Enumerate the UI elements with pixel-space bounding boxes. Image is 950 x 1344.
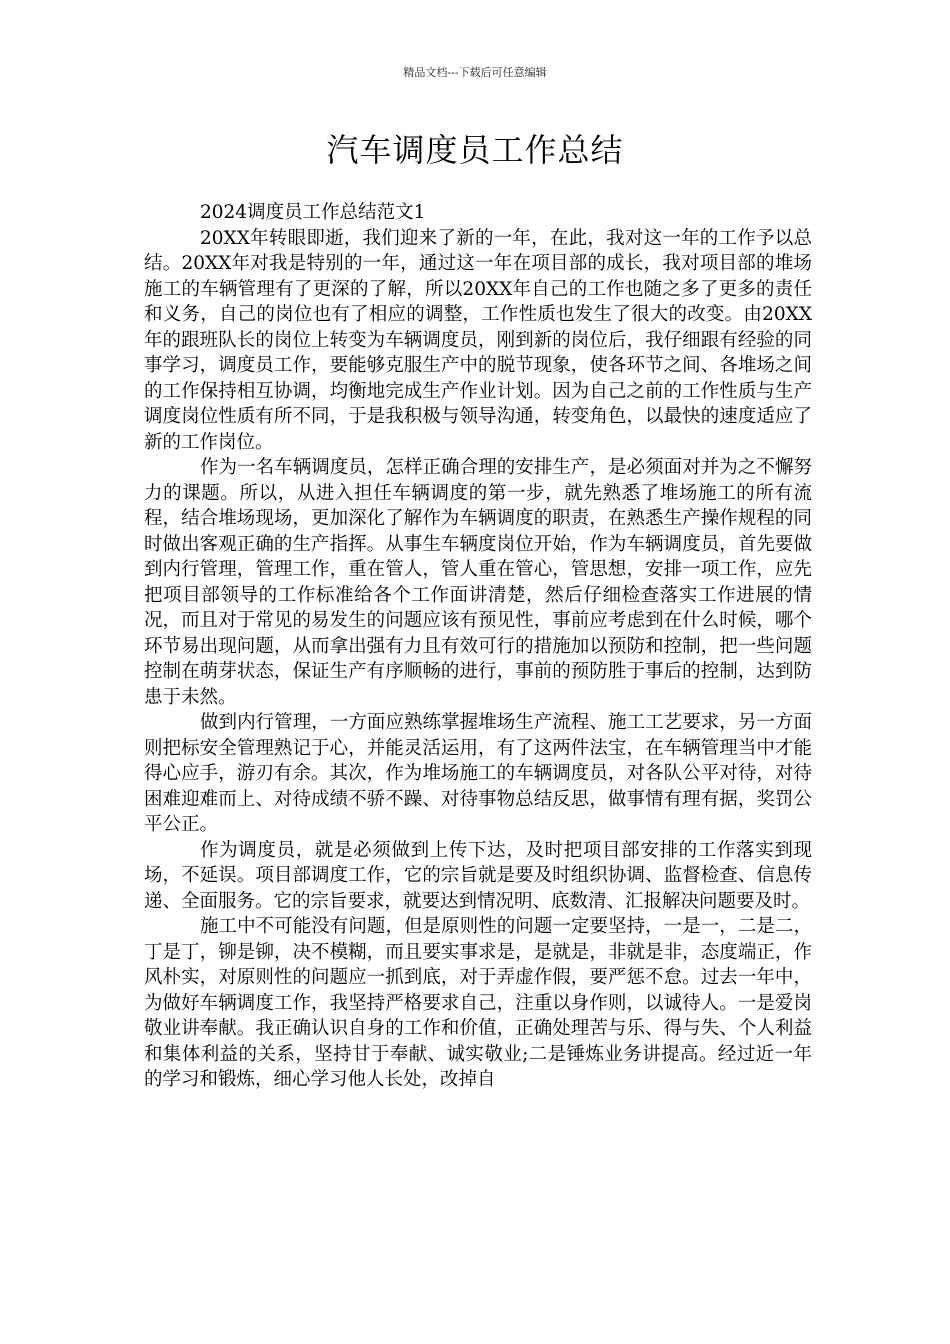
paragraph-1: 20XX年转眼即逝，我们迎来了新的一年，在此，我对这一年的工作予以总结。20XX年对我是特别的一年，通过这一年在项目部的成长，我对项目部的堆场施工的车辆管理有了更深的了解，所以20XX年自己的工作也随之多了更多的责任和义务，自己的岗位也有了相应的调整，工作性质也发生了很大的改变。由20XX年的跟班队长的岗位上转变为车辆调度员，刚到新的岗位后，我仔细跟有经验的同事学习，调度员工作，要能够克服生产中的脱节现象，使各环节之间、各堆场之间的工作保持相互协调，均衡地完成生产作业计划。因为自己之前的工作性质与生产调度岗位性质有所不同，于是我积极与领导沟通，转变角色，以最快的速度适应了新的工作岗位。 — [144, 227, 812, 453]
document-subtitle: 2024调度员工作总结范文1 — [200, 202, 426, 223]
document-body — [144, 200, 812, 1093]
paragraph-5: 施工中不可能没有问题，但是原则性的问题一定要坚持，一是一，二是二，丁是丁，铆是铆，决不模糊，而且要实事求是，是就是，非就是非，态度端正，作风朴实，对原则性的问题应一抓到底，对于弄虚作假，要严惩不怠。过去一年中，为做好车辆调度工作，我坚持严格要求自己，注重以身作则，以诚待人。一是爱岗敬业讲奉献。我正确认识自身的工作和价值，正确处理苦与乐、得与失、个人利益和集体利益的关系，坚持甘于奉献、诚实敬业;二是锤炼业务讲提高。经过近一年的学习和锻炼，细心学习他人长处，改掉自 — [144, 916, 812, 1090]
paragraph-3: 做到内行管理，一方面应熟练掌握堆场生产流程、施工工艺要求，另一方面则把标安全管理熟记于心，并能灵活运用，有了这两件法宝，在车辆管理当中才能得心应手，游刃有余。其次，作为堆场施工的车辆调度员，对各队公平对待，对待困难迎难而上、对待成绩不骄不躁、对待事物总结反思，做事情有理有据，奖罚公平公正。 — [144, 712, 812, 835]
header-note: 精品文档---下载后可任意编辑 — [403, 66, 547, 79]
paragraph-4: 作为调度员，就是必须做到上传下达，及时把项目部安排的工作落实到现场，不延误。项目部调度工作，它的宗旨就是要及时组织协调、监督检查、信息传递、全面服务。它的宗旨要求，就要达到情况明、底数清、汇报解决问题要及时。 — [144, 839, 812, 912]
document-title: 汽车调度员工作总结 — [326, 131, 624, 169]
paragraph-2: 作为一名车辆调度员，怎样正确合理的安排生产，是必须面对并为之不懈努力的课题。所以，从进入担任车辆调度的第一步，就先熟悉了堆场施工的所有流程，结合堆场现场，更加深化了解作为车辆调度的职责，在熟悉生产操作规程的同时做出客观正确的生产指挥。从事生车辆度岗位开始，作为车辆调度员，首先要做到内行管理，管理工作，重在管人，管人重在管心，管思想，安排一项工作，应先把项目部领导的工作标准给各个工作面讲清楚，然后仔细检查落实工作进展的情况，而且对于常见的易发生的问题应该有预见性，事前应考虑到在什么时候，哪个环节易出现问题，从而拿出强有力且有效可行的措施加以预防和控制，把一些问题控制在萌芽状态，保证生产有序顺畅的进行，事前的预防胜于事后的控制，达到防患于未然。 — [144, 457, 812, 708]
